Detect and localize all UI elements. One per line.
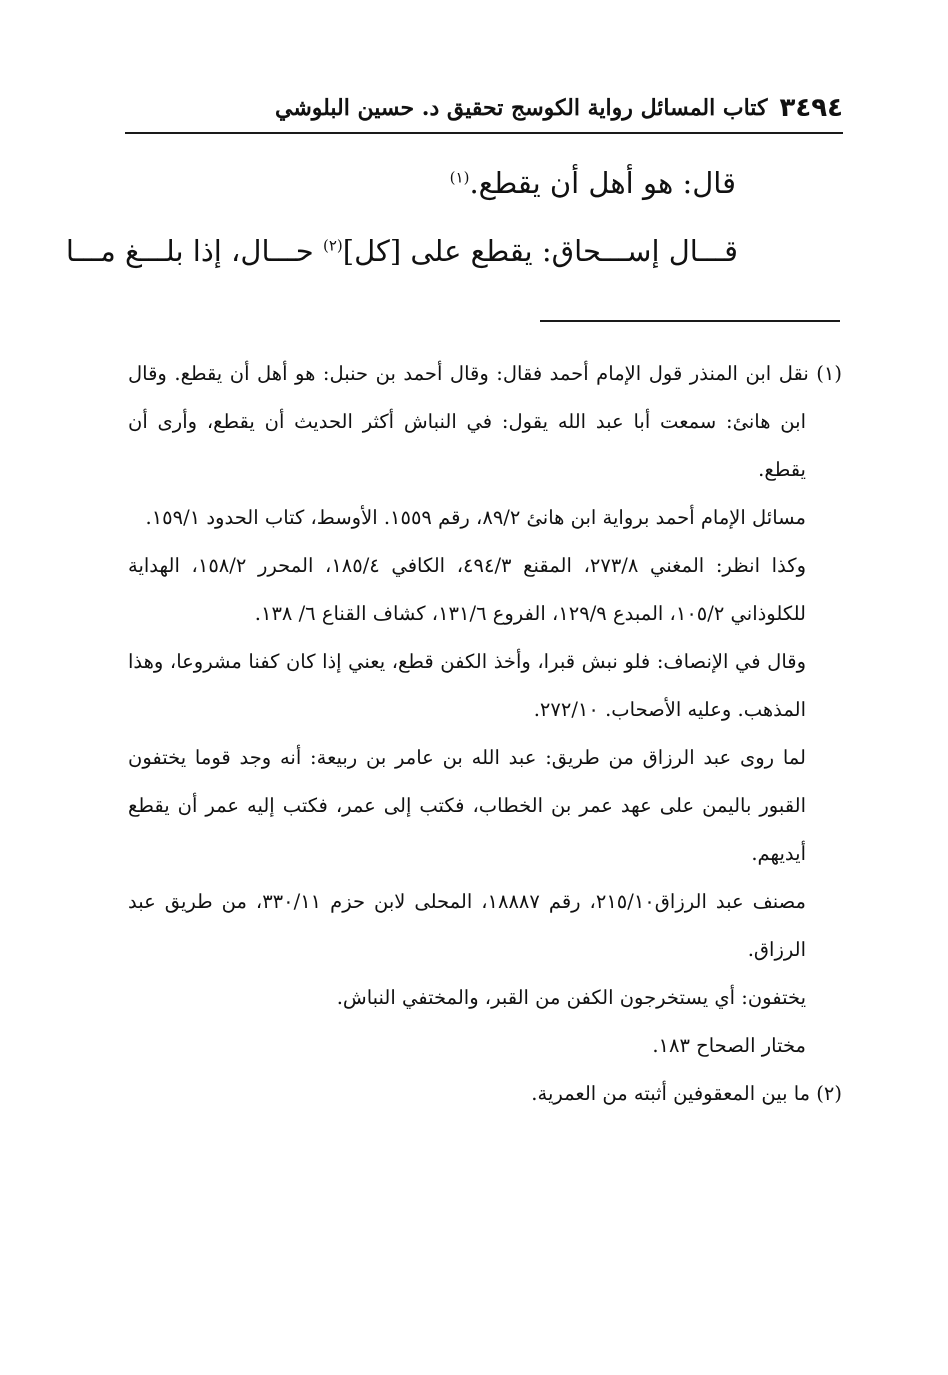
- body-line-2: [65, 234, 738, 268]
- page-number: ٣٤٩٤: [779, 93, 843, 123]
- body-line-1-text: قال: هو أهل أن يقطع.: [469, 166, 736, 200]
- footnote-1-paragraph-5: لما روى عبد الرزاق من طريق: عبد الله بن عامر بن ربيعة: أنه وجد قوما يختفون القبور باليمن على عهد عمر بن الخطاب، فكتب إلى عمر، فكتب إليه عمر أن يقطع أيديهم.: [128, 746, 806, 865]
- footnote-ref-1: (١): [449, 168, 470, 187]
- footnotes: [128, 350, 842, 1118]
- footnote-ref-2: (٢): [322, 236, 343, 255]
- footnote-1-paragraph-2: مسائل الإمام أحمد برواية ابن هانئ ٨٩/٢، رقم ١٥٥٩. الأوسط، كتاب الحدود ١٥٩/١.: [145, 506, 806, 529]
- footnote-1-paragraph-4: وقال في الإنصاف: فلو نبش قبرا، وأخذ الكفن قطع، يعني إذا كان كفنا مشروعا، وهذا المذهب. وعليه الأصحاب. ٢٧٢/١٠.: [128, 650, 806, 721]
- footnote-1-paragraph-8: مختار الصحاح ١٨٣.: [652, 1034, 806, 1057]
- footnote-1-paragraph-3: وكذا انظر: المغني ٢٧٣/٨، المقنع ٤٩٤/٣، الكافي ١٨٥/٤، المحرر ١٥٨/٢، الهداية للكلوذاني ١٠٥/٢، المبدع ١٢٩/٩، الفروع ١٣١/٦، كشاف القناع ٦/ ١٣٨.: [128, 554, 807, 625]
- header-divider: [125, 132, 843, 134]
- footnote-1-paragraph-1: (١) نقل ابن المنذر قول الإمام أحمد فقال: وقال أحمد بن حنبل: هو أهل أن يقطع. وقال ابن هانئ: سمعت أبا عبد الله يقول: في النباش أكثر الحديث أن يقطع، وأرى أن يقطع.: [128, 362, 842, 481]
- page-header: [125, 86, 843, 130]
- footnote-1-paragraph-7: يختفون: أي يستخرجون الكفن من القبر، والمختفي النباش.: [336, 986, 806, 1009]
- footnote-separator: [540, 320, 840, 322]
- body-line-2-text-b: حـــال، إذا بلـــغ مـــا: [65, 234, 323, 268]
- footnote-2: (٢) ما بين المعقوفين أثبته من العمرية.: [531, 1082, 842, 1105]
- body-line-2-text-a: قـــال إســـحاق: يقطع على [كل]: [342, 234, 738, 268]
- body-line-1: [450, 166, 736, 200]
- footnote-1-paragraph-6: مصنف عبد الرزاق٢١٥/١٠، رقم ١٨٨٨٧، المحلى لابن حزم ٣٣٠/١١، من طريق عبد الرزاق.: [128, 890, 806, 961]
- running-title: كتاب المسائل رواية الكوسج تحقيق د. حسين البلوشي: [275, 95, 768, 121]
